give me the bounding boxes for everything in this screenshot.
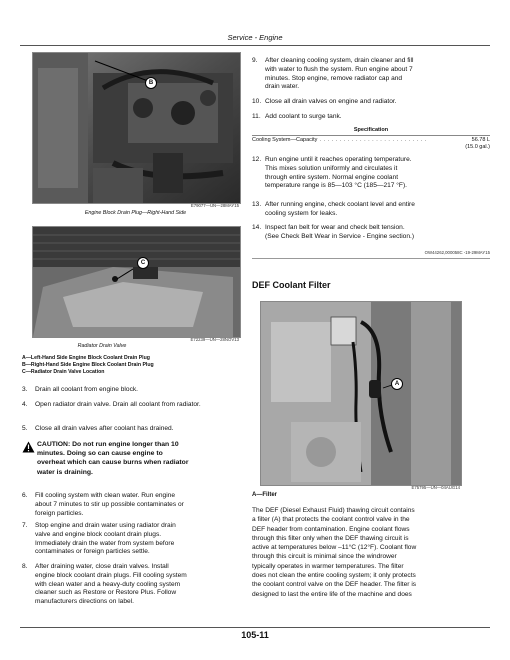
- step-text: Open radiator drain valve. Drain all coolant from radiator.: [35, 401, 201, 408]
- callout-b: B: [145, 77, 157, 89]
- step-line: Close all drain valves on engine and radiator.: [265, 98, 397, 105]
- caution-block: [22, 440, 252, 485]
- step-line: (See Check Belt Wear in Service - Engine section.): [265, 232, 415, 240]
- step-line: Fill cooling system with clean water. Run engine: [35, 492, 176, 499]
- header-rule: [20, 45, 490, 46]
- step-line: manufacturers directions on label.: [35, 598, 134, 606]
- step-number: 4.: [22, 401, 28, 408]
- body-line: designed to last the entire life of the machine and does: [252, 590, 412, 598]
- page-number: 105-11: [241, 630, 269, 640]
- step-text: Close all drain valves after coolant has drained.: [35, 425, 174, 432]
- spec-value: 56.78 L: [471, 137, 490, 143]
- step-line: through entire system. Normal engine coolant: [265, 173, 399, 181]
- step-text: [265, 156, 490, 191]
- step-7: [22, 522, 254, 558]
- spec-rule: [252, 135, 490, 136]
- step-5: [22, 425, 252, 434]
- legend-item: B—Right-Hand Side Engine Block Coolant Drain Plug: [22, 362, 154, 369]
- page-header-title: Service - Engine: [227, 33, 283, 42]
- step-line: Add coolant to surge tank.: [265, 113, 342, 120]
- def-body: [252, 506, 492, 599]
- radiator-illustration: [33, 227, 240, 337]
- step-number: 13.: [252, 201, 262, 208]
- section-title: DEF Coolant Filter: [252, 280, 331, 290]
- step-13: [252, 201, 490, 219]
- step-14: [252, 224, 490, 242]
- body-line: The DEF (Diesel Exhaust Fluid) thawing circuit contains: [252, 507, 415, 514]
- fig3-legend: A—Filter: [252, 492, 278, 498]
- step-line: with clean water and a heavy-duty cooling system: [35, 580, 181, 588]
- step-line: drain water.: [265, 83, 300, 91]
- spec-label: Cooling System—Capacity: [252, 137, 318, 143]
- step-line: After draining water, close drain valves. Install: [35, 563, 169, 570]
- step-line: minutes. Stop engine, remove radiator cap and: [265, 74, 403, 82]
- radiator-photo: [32, 226, 241, 338]
- step-6: [22, 492, 254, 519]
- caution-line: minutes. Doing so can cause engine to: [37, 450, 163, 458]
- section-rule: [252, 258, 490, 259]
- step-text: [35, 563, 254, 607]
- step-text: [265, 57, 490, 92]
- def-filter-photo: [260, 301, 462, 486]
- doc-code: OW44262,000058C -19-29MAY15: [424, 250, 490, 255]
- step-line: temperature range is 85—103 °C (185—217 °F).: [265, 182, 407, 190]
- step-number: 11.: [252, 113, 261, 120]
- figure-legend: [22, 355, 252, 377]
- callout-a: A: [391, 378, 403, 390]
- step-number: 14.: [252, 224, 262, 231]
- caution-line: CAUTION: Do not run engine longer than 10: [37, 441, 179, 448]
- step-number: 5.: [22, 425, 28, 432]
- step-12: [252, 156, 490, 192]
- step-text: [265, 113, 490, 122]
- engine-block-photo: [32, 52, 241, 204]
- step-line: This mixes solution uniformly and circulates it: [265, 164, 398, 172]
- footer-rule: [20, 627, 490, 628]
- fig2-id: E72239—UN—28NOV13: [190, 337, 239, 342]
- body-line: active at temperatures below –11°C (12°F). Coolant flow: [252, 544, 417, 552]
- def-filter-illustration: [261, 302, 461, 485]
- step-text: Drain all coolant from engine block.: [35, 386, 138, 393]
- step-9: [252, 57, 490, 93]
- warning-triangle-icon: [22, 441, 35, 453]
- step-number: 9.: [252, 57, 258, 64]
- fig3-id: E75795—UN—04AUG14: [411, 485, 460, 490]
- step-number: 7.: [22, 522, 28, 529]
- step-number: 12.: [252, 156, 262, 163]
- step-line: Run engine until it reaches operating temperature.: [265, 156, 412, 163]
- step-line: Immediately drain the water from system before: [35, 539, 175, 547]
- spec-heading: Specification: [353, 127, 389, 133]
- step-number: 6.: [22, 492, 28, 499]
- body-line: DEF header from contamination. Engine coolant flows: [252, 525, 410, 533]
- step-text: [265, 224, 490, 242]
- callout-c: C: [137, 257, 149, 269]
- step-line: cleaner such as Restore or Restore Plus. Follow: [35, 589, 177, 597]
- step-4: [22, 401, 244, 419]
- step-number: 10.: [252, 98, 262, 105]
- step-line: with water to flush the system. Run engine about 7: [265, 65, 413, 73]
- step-line: cooling system for leaks.: [265, 209, 338, 217]
- body-line: through this circuit is minimal since the windrower: [252, 553, 397, 561]
- legend-item: A—Left-Hand Side Engine Block Coolant Drain Plug: [22, 355, 150, 361]
- step-11: [252, 113, 490, 122]
- spec-row: Cooling System—Capacity . . . . . . . . . . . . . . . . . . . . . . . . . . . 56.78 L: [252, 137, 490, 143]
- body-line: does not clean the entire cooling system; it only protects: [252, 572, 416, 580]
- step-text: [35, 522, 254, 557]
- step-text: [35, 492, 254, 518]
- body-line: the coolant control valve on the DEF header. The filter is: [252, 581, 417, 589]
- step-line: valve and engine block coolant drain plugs.: [35, 530, 162, 538]
- step-text: [265, 201, 490, 219]
- step-line: engine block coolant drain plugs. Fill cooling system: [35, 571, 187, 579]
- step-3: [22, 386, 252, 395]
- step-line: about 7 minutes to stir up possible contaminates or: [35, 500, 184, 508]
- fig1-caption: Engine Block Drain Plug—Right-Hand Side: [84, 210, 187, 216]
- fig1-id: E79077—UN—28MAY15: [190, 203, 239, 208]
- engine-block-illustration: [33, 53, 240, 203]
- legend-item: C—Radiator Drain Valve Location: [22, 369, 105, 376]
- step-number: 8.: [22, 563, 28, 570]
- caution-line: water is draining.: [37, 468, 93, 476]
- step-8: [22, 563, 254, 608]
- step-line: After cleaning cooling system, drain cleaner and fill: [265, 57, 414, 64]
- step-text: [265, 98, 490, 107]
- step-line: foreign particles.: [35, 509, 84, 517]
- spec-value-alt: (15.0 gal.): [465, 144, 490, 150]
- fig2-caption: Radiator Drain Valve: [77, 343, 127, 349]
- step-line: Stop engine and drain water using radiator drain: [35, 522, 176, 529]
- body-line: a filter (A) that protects the coolant control valve in the: [252, 516, 410, 524]
- step-number: 3.: [22, 386, 28, 393]
- body-line: typically operates in warmer temperatures. The filter: [252, 562, 404, 570]
- step-line: contaminates or foreign particles settle.: [35, 548, 150, 556]
- step-10: [252, 98, 490, 107]
- step-line: After running engine, check coolant level and entire: [265, 201, 415, 208]
- body-line: through this filter only when the DEF thawing circuit is: [252, 534, 409, 542]
- caution-line: overheat which can cause burns when radiator: [37, 459, 189, 467]
- step-line: Inspect fan belt for wear and check belt tension.: [265, 224, 405, 231]
